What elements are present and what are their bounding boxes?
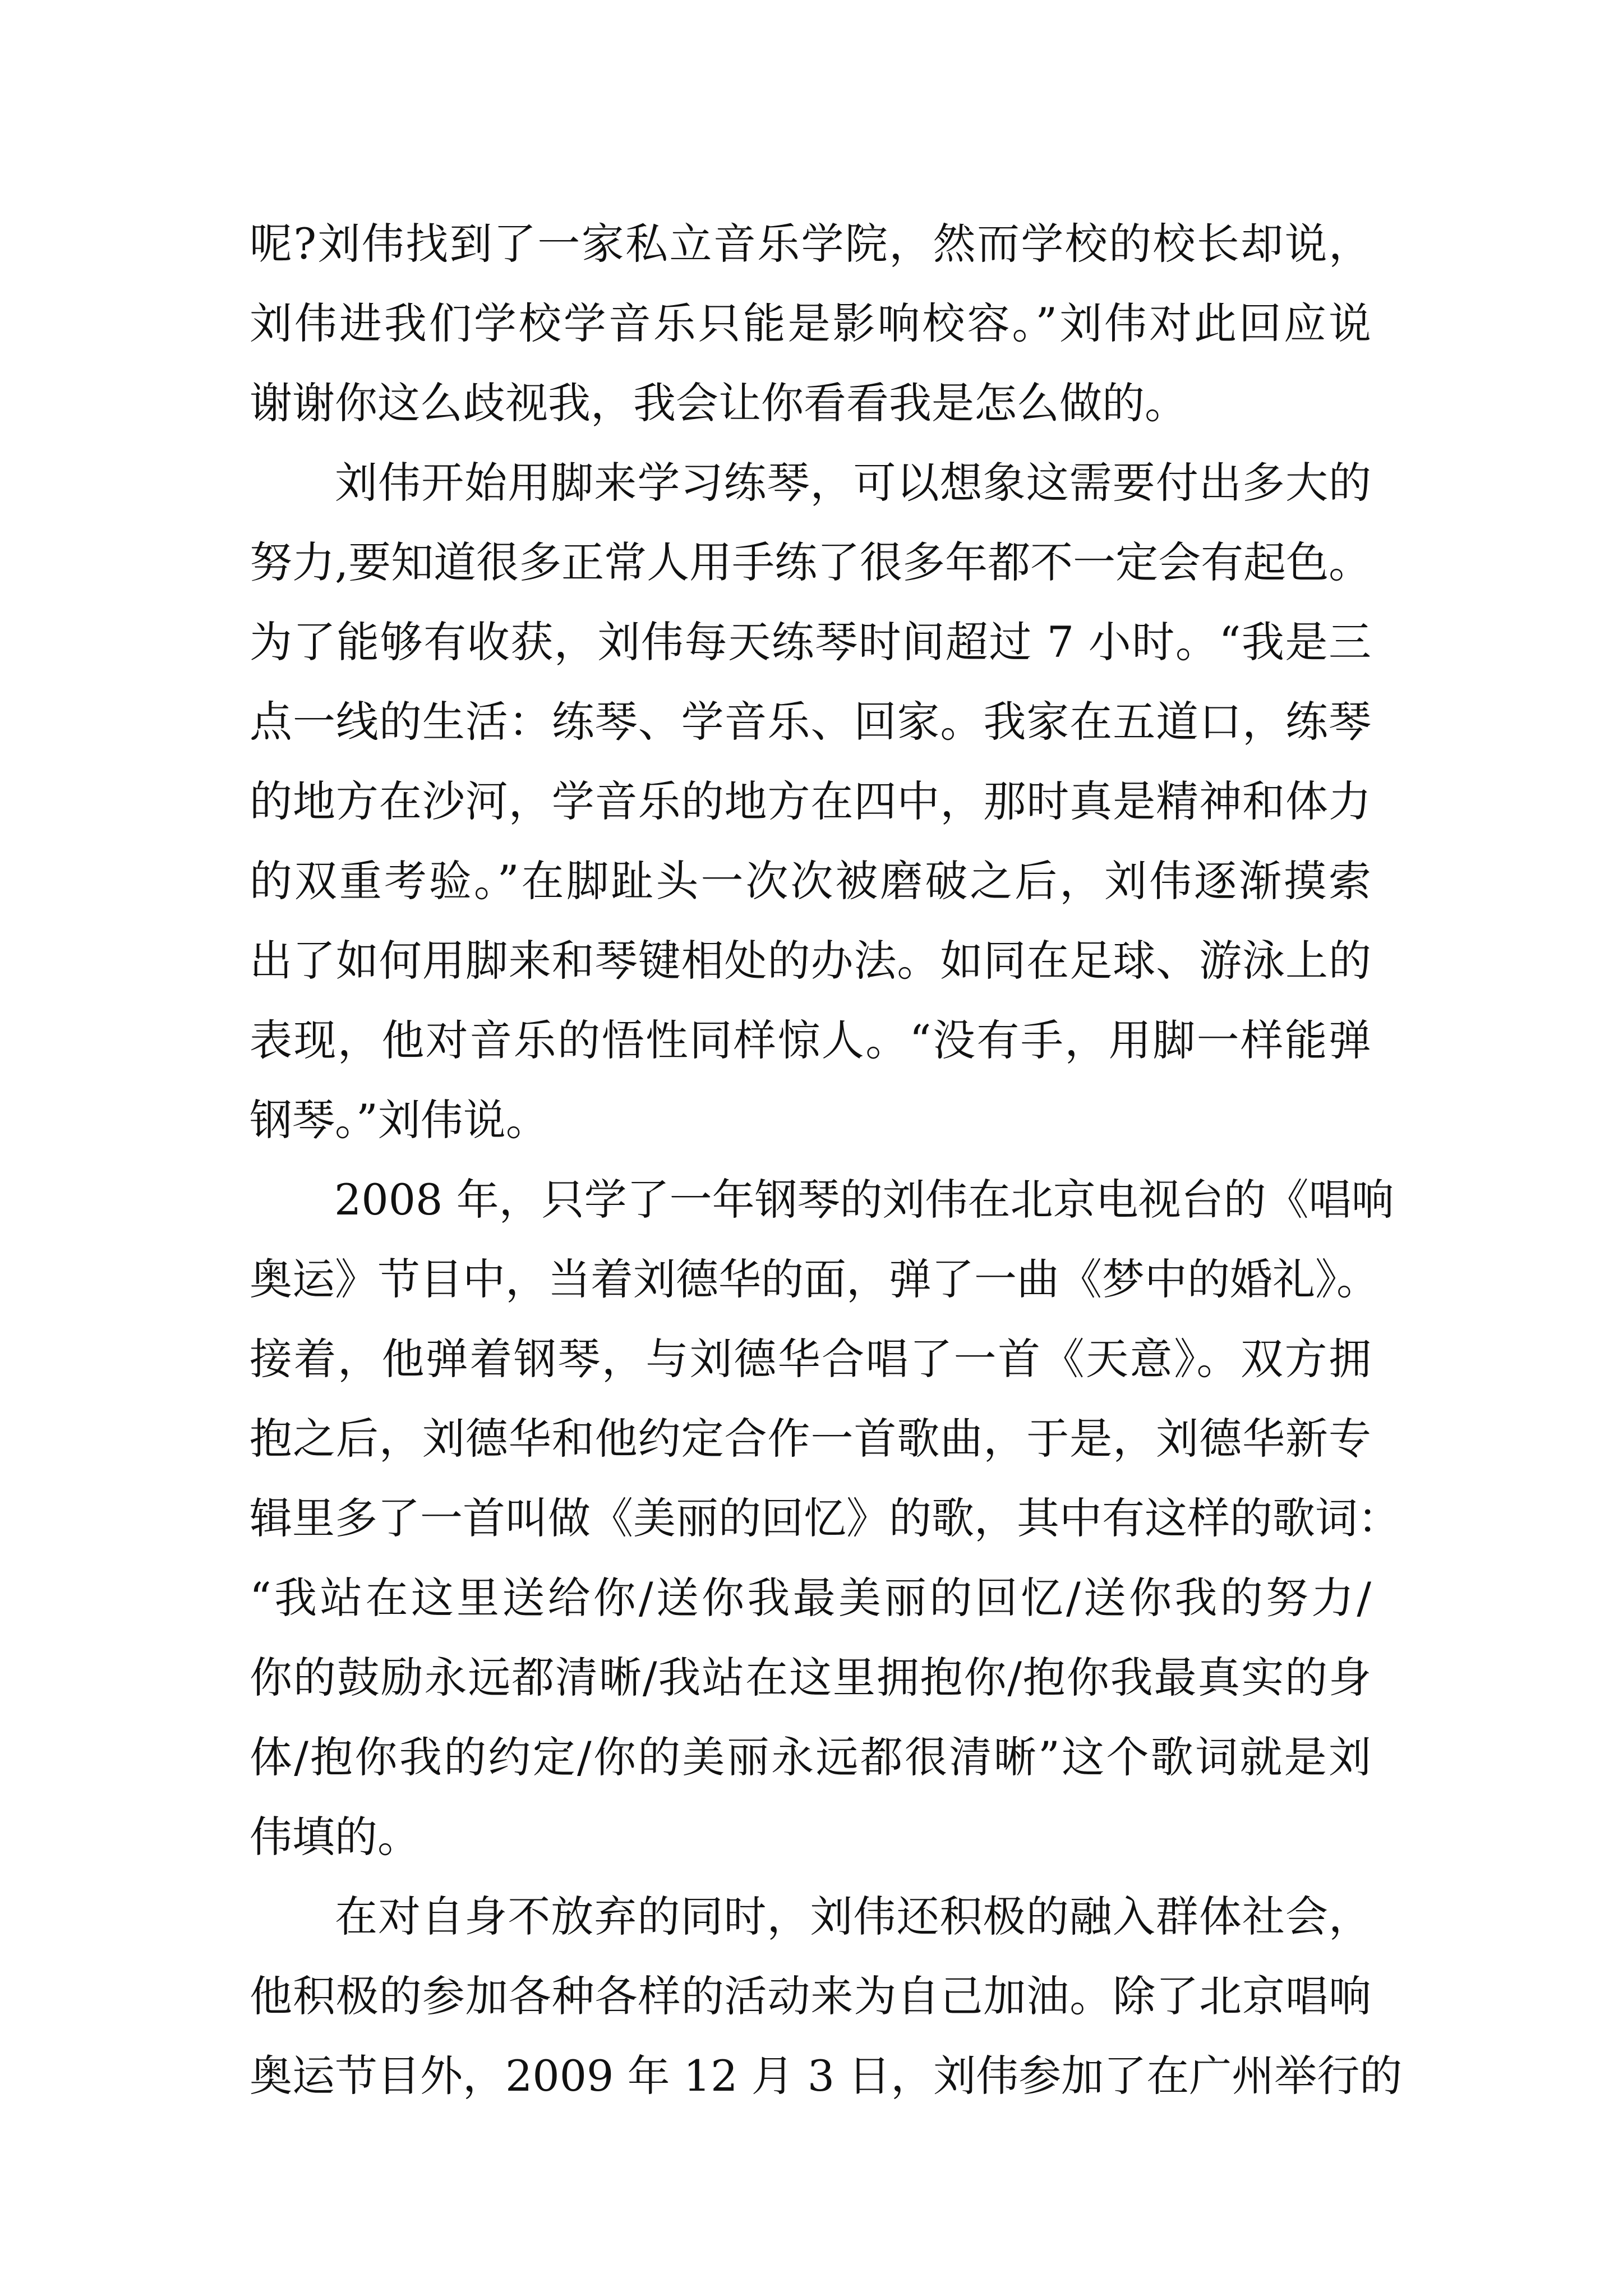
text-line: 出了如何用脚来和琴键相处的办法。如同在足球、游泳上的: [250, 936, 1371, 986]
text-line: 呢?刘伟找到了一家私立音乐学院，然而学校的校长却说，: [250, 219, 1371, 269]
text-line: 奥运节目外，2009 年 12 月 3 日，刘伟参加了在广州举行的: [250, 2051, 1403, 2101]
text-line: 在对自身不放弃的同时，刘伟还积极的融入群体社会，: [292, 1892, 1371, 1941]
text-line: 你的鼓励永远都清晰/我站在这里拥抱你/抱你我最真实的身: [250, 1653, 1371, 1703]
text-line: 刘伟开始用脚来学习练琴，可以想象这需要付出多大的: [292, 458, 1371, 508]
text-line: 抱之后，刘德华和他约定合作一首歌曲，于是，刘德华新专: [250, 1414, 1371, 1464]
text-line: 刘伟进我们学校学音乐只能是影响校容。”刘伟对此回应说: [250, 298, 1371, 348]
text-line: 点一线的生活：练琴、学音乐、回家。我家在五道口，练琴: [250, 697, 1371, 747]
text-line: 努力,要知道很多正常人用手练了很多年都不一定会有起色。: [250, 537, 1372, 587]
text-line: 表现，他对音乐的悟性同样惊人。“没有手，用脚一样能弹: [250, 1015, 1371, 1065]
text-line: 体/抱你我的约定/你的美丽永远都很清晰”这个歌词就是刘: [250, 1732, 1371, 1782]
text-line: 伟填的。: [250, 1812, 420, 1862]
text-line: 奥运》节目中，当着刘德华的面，弹了一曲《梦中的婚礼》。: [250, 1254, 1379, 1304]
text-line: 的双重考验。”在脚趾头一次次被磨破之后，刘伟逐渐摸索: [250, 856, 1371, 906]
text-line: 的地方在沙河，学音乐的地方在四中，那时真是精神和体力: [250, 776, 1371, 826]
text-line: 钢琴。”刘伟说。: [250, 1095, 548, 1145]
text-line: 谢谢你这么歧视我，我会让你看看我是怎么做的。: [250, 378, 1187, 428]
text-line: 接着，他弹着钢琴，与刘德华合唱了一首《天意》。双方拥: [250, 1334, 1371, 1384]
text-line: 他积极的参加各种各样的活动来为自己加油。除了北京唱响: [250, 1971, 1371, 2021]
text-line: 2008 年，只学了一年钢琴的刘伟在北京电视台的《唱响: [292, 1175, 1394, 1225]
text-line: 辑里多了一首叫做《美丽的回忆》的歌，其中有这样的歌词：: [250, 1493, 1400, 1543]
text-line: “我站在这里送给你/送你我最美丽的回忆/送你我的努力/: [250, 1573, 1371, 1623]
text-line: 为了能够有收获，刘伟每天练琴时间超过 7 小时。“我是三: [250, 617, 1371, 667]
